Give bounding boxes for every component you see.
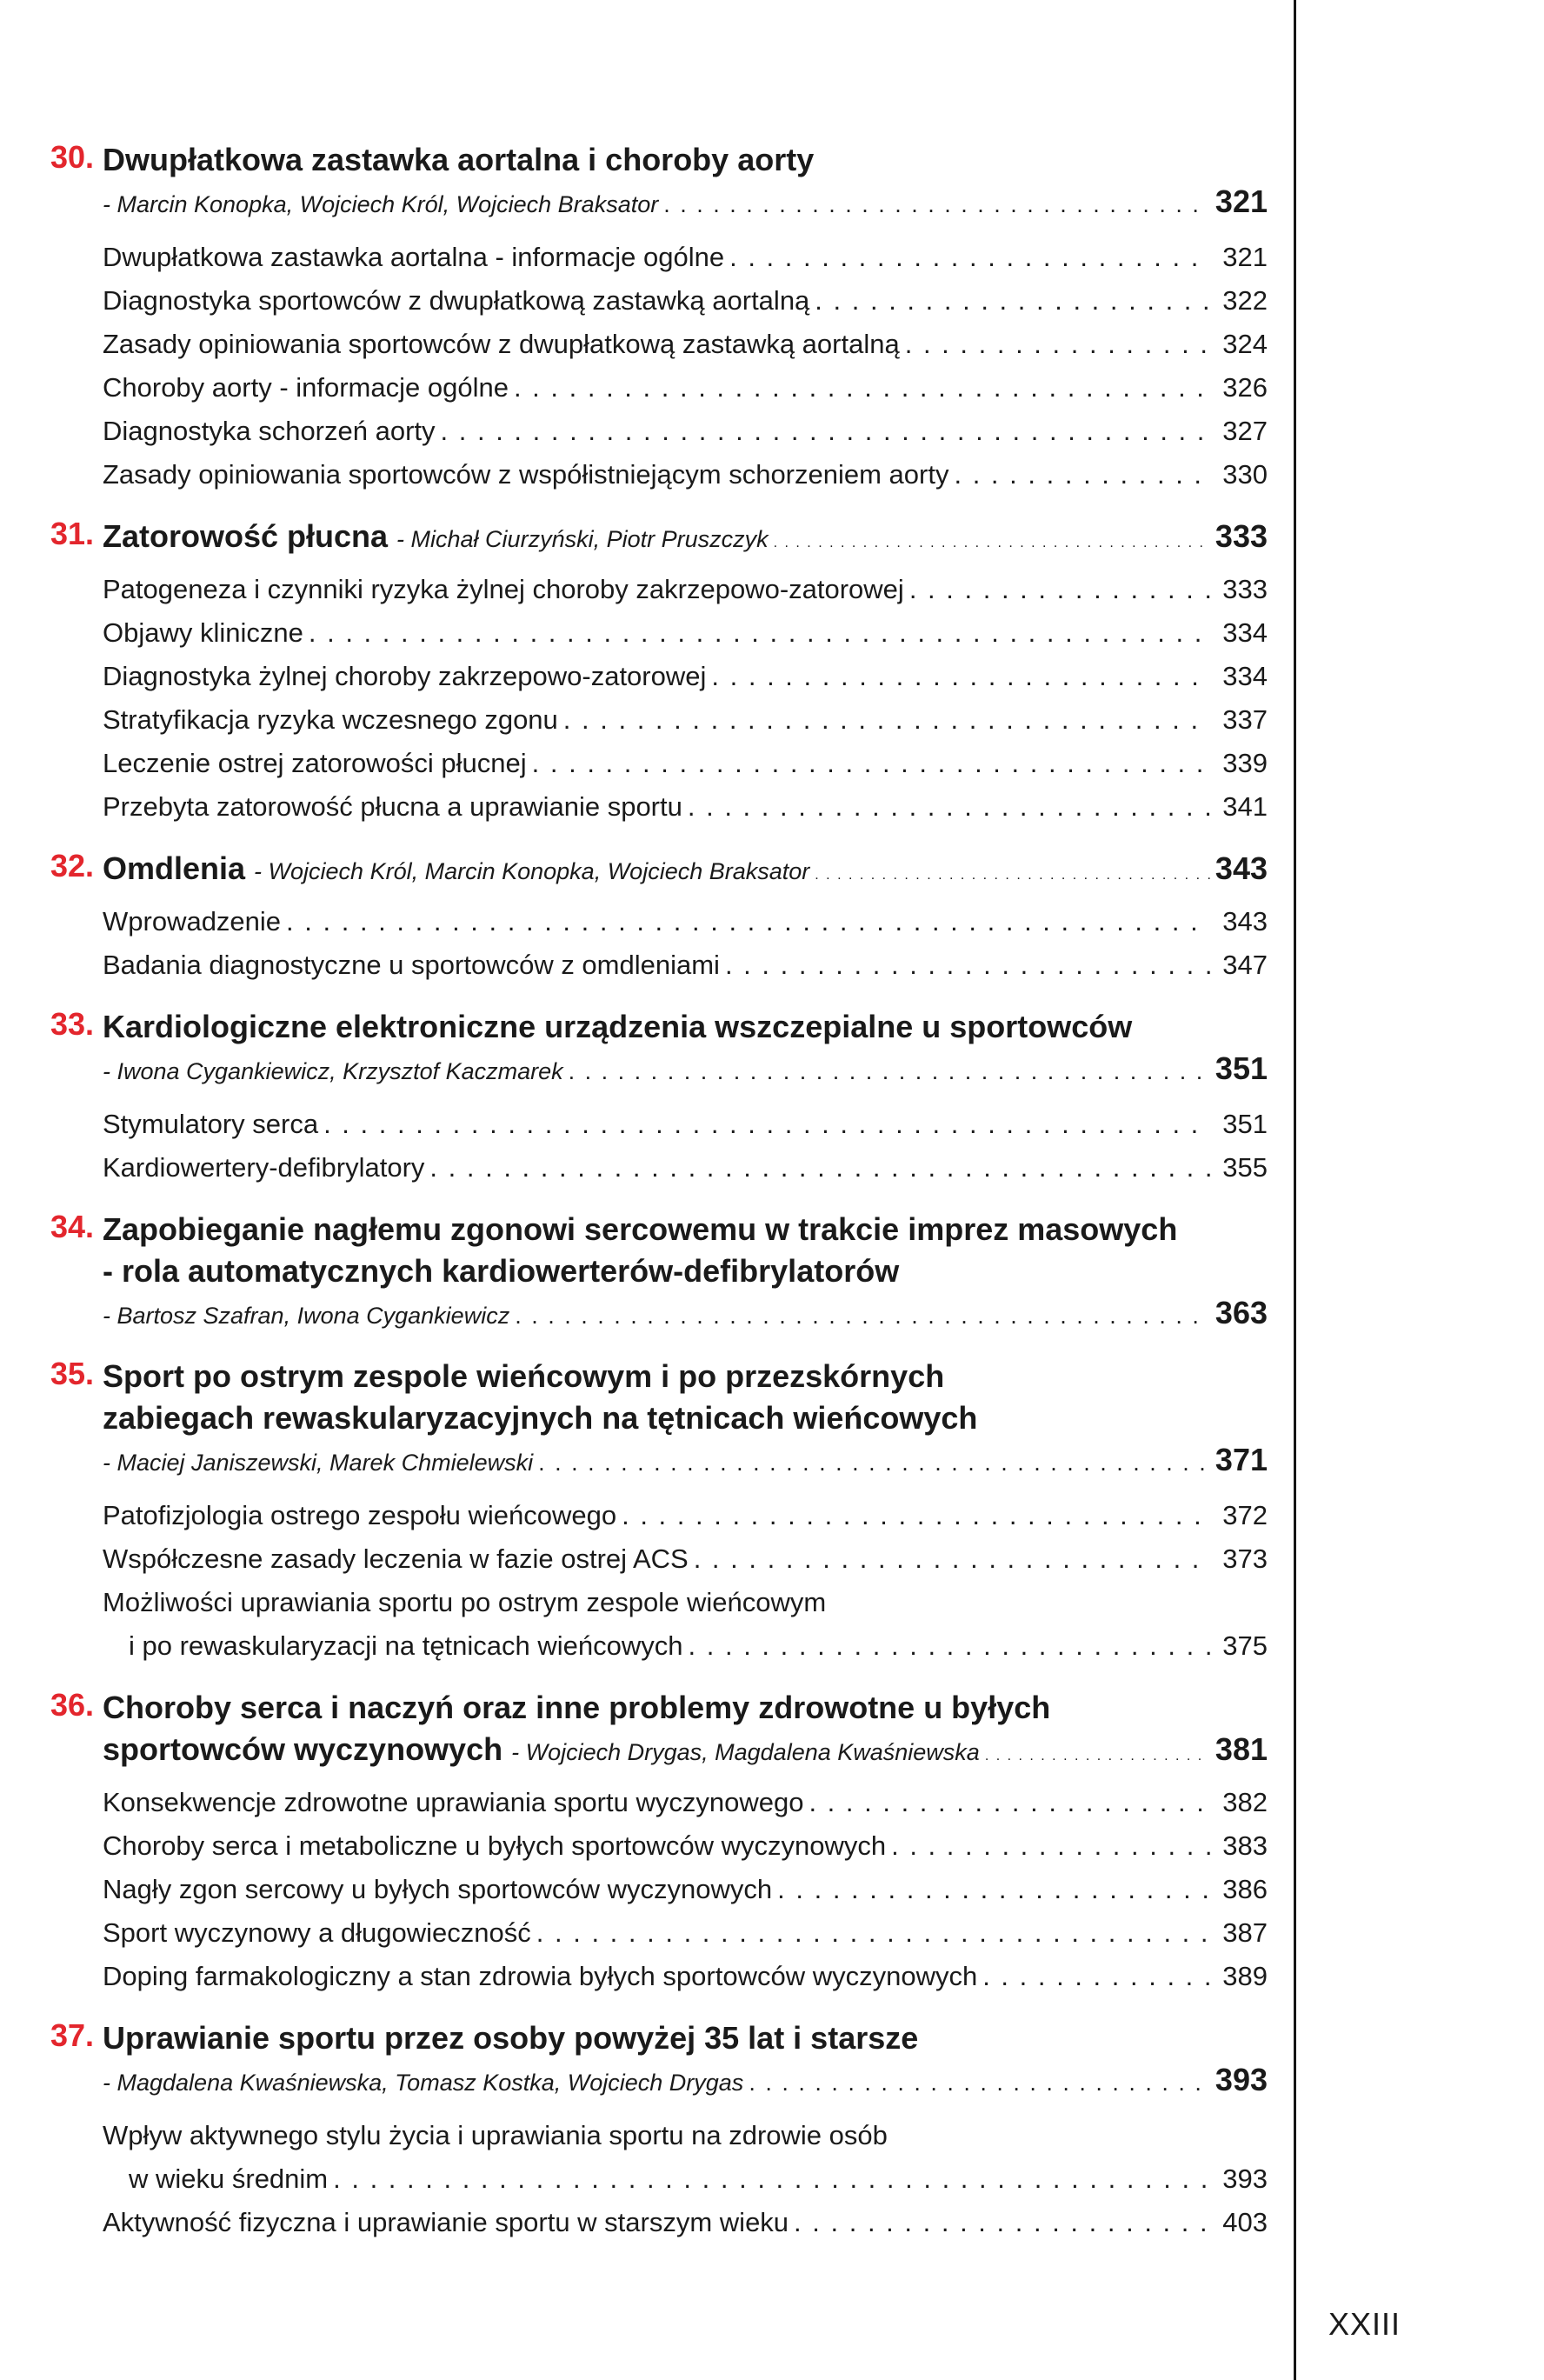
- section-page: 351: [1222, 1109, 1268, 1139]
- chapter-authors: - Magdalena Kwaśniewska, Tomasz Kostka, Wojciech Drygas: [103, 2070, 744, 2096]
- toc-section[interactable]: [103, 1103, 1268, 1146]
- section-line: [103, 323, 1268, 366]
- section-label: Wprowadzenie: [103, 906, 282, 937]
- leader-dots: [815, 279, 1210, 323]
- section-page: 337: [1222, 704, 1268, 735]
- section-line: [103, 1824, 1268, 1868]
- chapter-title-line: [50, 139, 1268, 181]
- section-label: Choroby serca i metaboliczne u byłych sportowców wyczynowych: [103, 1830, 887, 1861]
- chapter-title[interactable]: sportowców wyczynowych: [103, 1731, 503, 1767]
- page-edge-line: [1294, 0, 1296, 2380]
- section-label: Sport wyczynowy a długowieczność: [103, 1917, 531, 1948]
- leader-dots: [694, 1537, 1210, 1581]
- toc-chapter: [50, 516, 1268, 848]
- chapter-authors: - Wojciech Drygas, Magdalena Kwaśniewska: [511, 1739, 980, 1765]
- chapter-author-line: [103, 1048, 1268, 1092]
- leader-dots: [777, 1868, 1210, 1911]
- chapter-title[interactable]: Uprawianie sportu przez osoby powyżej 35 lat i starsze: [103, 2020, 919, 2056]
- chapter-title-line: [50, 1250, 1268, 1292]
- spacer: [50, 1337, 1268, 1356]
- leader-dots: [515, 1295, 1210, 1337]
- toc-section[interactable]: [103, 279, 1268, 323]
- section-line: [103, 943, 1268, 987]
- section-label-line: [103, 1581, 1268, 1624]
- spacer: [50, 2103, 1268, 2114]
- section-line: [103, 279, 1268, 323]
- chapter-authors: - Bartosz Szafran, Iwona Cygankiewicz: [103, 1303, 510, 1329]
- chapter-title[interactable]: Sport po ostrym zespole wieńcowym i po przezskórnych: [103, 1358, 945, 1394]
- leader-dots: [688, 785, 1210, 829]
- section-label: Stratyfikacja ryzyka wczesnego zgonu: [103, 704, 558, 735]
- section-line: [103, 1911, 1268, 1955]
- section-line: [103, 698, 1268, 742]
- spacer: [50, 2244, 1268, 2263]
- section-page: 339: [1222, 748, 1268, 778]
- toc-section[interactable]: [103, 1781, 1268, 1824]
- section-page: 341: [1222, 791, 1268, 822]
- section-page: 387: [1222, 1917, 1268, 1948]
- chapter-page[interactable]: 381: [1215, 1731, 1268, 1767]
- section-page: 382: [1222, 1787, 1268, 1817]
- spacer: [50, 1092, 1268, 1103]
- section-line: [103, 742, 1268, 785]
- toc-section[interactable]: [103, 453, 1268, 497]
- toc-section[interactable]: [103, 611, 1268, 655]
- leader-dots: [323, 1103, 1210, 1146]
- chapter-page[interactable]: 371: [1215, 1442, 1268, 1477]
- section-page: 334: [1222, 617, 1268, 648]
- section-line: [103, 2201, 1268, 2244]
- section-line: [103, 1146, 1268, 1190]
- chapter-author-line: [103, 1292, 1268, 1337]
- leader-dots: [809, 1781, 1210, 1824]
- section-page: 373: [1222, 1543, 1268, 1574]
- chapter-title-line: [50, 1006, 1268, 1048]
- section-label: Aktywność fizyczna i uprawianie sportu w starszym wieku: [103, 2207, 789, 2237]
- section-line: [103, 1537, 1268, 1581]
- section-line: [103, 1868, 1268, 1911]
- section-page: 327: [1222, 416, 1268, 446]
- table-of-contents: [50, 139, 1268, 2263]
- leader-dots: [909, 568, 1210, 611]
- section-page: 386: [1222, 1874, 1268, 1904]
- section-label: Patogeneza i czynniki ryzyka żylnej choroby zakrzepowo-zatorowej: [103, 574, 904, 604]
- toc-section[interactable]: [103, 236, 1268, 279]
- leader-dots: [532, 742, 1210, 785]
- spacer: [50, 1770, 1268, 1781]
- section-label: Diagnostyka żylnej choroby zakrzepowo-zatorowej: [103, 661, 707, 691]
- section-label: Przebyta zatorowość płucna a uprawianie sportu: [103, 791, 682, 822]
- section-label: Zasady opiniowania sportowców z współistniejącym schorzeniem aorty: [103, 459, 949, 490]
- chapter-authors: - Michał Ciurzyński, Piotr Pruszczyk: [396, 526, 769, 552]
- chapter-page[interactable]: 343: [1215, 850, 1268, 886]
- leader-dots: [538, 1442, 1210, 1483]
- section-line: [103, 611, 1268, 655]
- toc-section[interactable]: [103, 1146, 1268, 1190]
- toc-section[interactable]: [103, 1955, 1268, 1998]
- chapter-number: 31.: [50, 516, 95, 551]
- chapter-title-line: [50, 848, 1268, 890]
- leader-dots: [815, 868, 1210, 883]
- chapter-page[interactable]: 393: [1215, 2062, 1268, 2097]
- chapter-number: 36.: [50, 1687, 95, 1723]
- toc-section[interactable]: [103, 1494, 1268, 1537]
- chapter-author-line: [103, 1439, 1268, 1483]
- section-page: 324: [1222, 329, 1268, 359]
- section-label: Badania diagnostyczne u sportowców z omdleniami: [103, 950, 720, 980]
- chapter-author-line: [103, 181, 1268, 225]
- section-line: [103, 1103, 1268, 1146]
- spacer: [50, 225, 1268, 236]
- section-label: Diagnostyka sportowców z dwupłatkową zastawką aortalną: [103, 285, 810, 316]
- section-page: 393: [1222, 2163, 1268, 2194]
- toc-chapter: [50, 1006, 1268, 1209]
- section-label: Konsekwencje zdrowotne uprawiania sportu wyczynowego: [103, 1787, 804, 1817]
- leader-dots: [429, 1146, 1210, 1190]
- toc-section[interactable]: [103, 1824, 1268, 1868]
- leader-dots: [622, 1494, 1210, 1537]
- toc-section[interactable]: [103, 410, 1268, 453]
- leader-dots: [794, 2201, 1210, 2244]
- section-label: Wpływ aktywnego stylu życia i uprawiania sportu na zdrowie osób: [103, 2120, 888, 2150]
- leader-dots: [441, 410, 1210, 453]
- section-line: [103, 1781, 1268, 1824]
- chapter-title[interactable]: zabiegach rewaskularyzacyjnych na tętnicach wieńcowych: [103, 1400, 978, 1436]
- section-label-continuation: i po rewaskularyzacji na tętnicach wieńcowych: [129, 1630, 683, 1661]
- leader-dots: [286, 900, 1210, 943]
- chapter-title-line: [50, 1687, 1268, 1729]
- toc-section[interactable]: [103, 742, 1268, 785]
- toc-section[interactable]: [103, 2201, 1268, 2244]
- toc-section[interactable]: [103, 366, 1268, 410]
- section-label: Objawy kliniczne: [103, 617, 303, 648]
- leader-dots: [536, 1911, 1210, 1955]
- section-line: [103, 568, 1268, 611]
- toc-chapter: [50, 1356, 1268, 1687]
- toc-chapter: [50, 1209, 1268, 1356]
- section-line: [103, 236, 1268, 279]
- toc-section[interactable]: [103, 568, 1268, 611]
- toc-section[interactable]: [103, 1911, 1268, 1955]
- leader-dots: [309, 611, 1210, 655]
- chapter-author-line: [103, 2059, 1268, 2103]
- toc-chapter: [50, 2017, 1268, 2263]
- toc-section[interactable]: [103, 698, 1268, 742]
- section-label: Leczenie ostrej zatorowości płucnej: [103, 748, 527, 778]
- chapter-number: 33.: [50, 1006, 95, 1042]
- section-label: Dwupłatkowa zastawka aortalna - informacje ogólne: [103, 242, 725, 272]
- chapter-page[interactable]: 363: [1215, 1295, 1268, 1330]
- section-label: Nagły zgon sercowy u byłych sportowców wyczynowych: [103, 1874, 773, 1904]
- toc-chapter: [50, 848, 1268, 1006]
- section-line: [103, 655, 1268, 698]
- section-page: 347: [1222, 950, 1268, 980]
- chapter-page[interactable]: 351: [1215, 1050, 1268, 1086]
- spacer: [50, 1668, 1268, 1687]
- section-label: Patofizjologia ostrego zespołu wieńcowego: [103, 1500, 617, 1530]
- section-page: 343: [1222, 906, 1268, 937]
- leader-dots: [954, 453, 1210, 497]
- spacer: [50, 1483, 1268, 1494]
- leader-dots: [725, 943, 1210, 987]
- toc-chapter: [50, 139, 1268, 516]
- leader-dots: [333, 2157, 1210, 2201]
- chapter-title[interactable]: Zatorowość płucna: [103, 518, 389, 554]
- chapter-authors: - Wojciech Król, Marcin Konopka, Wojciech Braksator: [254, 858, 810, 884]
- section-label: Zasady opiniowania sportowców z dwupłatkową zastawką aortalną: [103, 329, 900, 359]
- spacer: [50, 987, 1268, 1006]
- leader-dots: [729, 236, 1210, 279]
- section-page: 372: [1222, 1500, 1268, 1530]
- leader-dots: [711, 655, 1210, 698]
- leader-dots: [663, 183, 1210, 225]
- leader-dots: [514, 366, 1210, 410]
- leader-dots: [985, 1749, 1210, 1764]
- section-label: Kardiowertery-defibrylatory: [103, 1152, 425, 1183]
- chapter-number: 34.: [50, 1209, 95, 1244]
- section-continuation-line: [103, 1624, 1268, 1668]
- toc-section[interactable]: [103, 943, 1268, 987]
- section-page: 326: [1222, 372, 1268, 403]
- toc-section[interactable]: [103, 785, 1268, 829]
- section-page: 389: [1222, 1961, 1268, 1991]
- section-line: [103, 1494, 1268, 1537]
- spacer: [50, 890, 1268, 900]
- section-label: Diagnostyka schorzeń aorty: [103, 416, 436, 446]
- section-page: 355: [1222, 1152, 1268, 1183]
- chapter-title-line: [50, 1209, 1268, 1250]
- chapter-page[interactable]: 333: [1215, 518, 1268, 554]
- section-label-line: [103, 2114, 1268, 2157]
- section-continuation-line: [103, 2157, 1268, 2201]
- leader-dots: [982, 1955, 1210, 1998]
- toc-section[interactable]: [103, 900, 1268, 943]
- section-page: 322: [1222, 285, 1268, 316]
- spacer: [50, 557, 1268, 568]
- chapter-title[interactable]: Choroby serca i naczyń oraz inne problemy zdrowotne u byłych: [103, 1690, 1051, 1725]
- chapter-number: 32.: [50, 848, 95, 883]
- toc-section[interactable]: [103, 1868, 1268, 1911]
- chapter-title[interactable]: - rola automatycznych kardiowerterów-defibrylatorów: [103, 1253, 900, 1289]
- section-label: Współczesne zasady leczenia w fazie ostrej ACS: [103, 1543, 689, 1574]
- spacer: [50, 1190, 1268, 1209]
- section-page: 334: [1222, 661, 1268, 691]
- section-line: [103, 900, 1268, 943]
- chapter-title-line: [50, 516, 1268, 557]
- chapter-authors: - Maciej Janiszewski, Marek Chmielewski: [103, 1450, 534, 1476]
- chapter-title-line: [50, 2017, 1268, 2059]
- chapter-number: 30.: [50, 139, 95, 175]
- toc-chapter: [50, 1687, 1268, 2017]
- leader-dots: [689, 1624, 1210, 1668]
- leader-dots: [563, 698, 1210, 742]
- leader-dots: [774, 536, 1210, 551]
- section-line: [103, 453, 1268, 497]
- toc-section[interactable]: [103, 655, 1268, 698]
- page-folio: XXIII: [1328, 2306, 1401, 2342]
- leader-dots: [891, 1824, 1210, 1868]
- chapter-title[interactable]: Omdlenia: [103, 850, 246, 886]
- chapter-number: 35.: [50, 1356, 95, 1391]
- leader-dots: [905, 323, 1210, 366]
- spacer: [50, 829, 1268, 848]
- section-page: 330: [1222, 459, 1268, 490]
- chapter-authors: - Iwona Cygankiewicz, Krzysztof Kaczmarek: [103, 1058, 563, 1084]
- section-page: 333: [1222, 574, 1268, 604]
- chapter-title[interactable]: Kardiologiczne elektroniczne urządzenia wszczepialne u sportowców: [103, 1009, 1133, 1044]
- section-label-continuation: w wieku średnim: [129, 2163, 329, 2194]
- section-label: Doping farmakologiczny a stan zdrowia byłych sportowców wyczynowych: [103, 1961, 978, 1991]
- section-page: 383: [1222, 1830, 1268, 1861]
- section-page: 321: [1222, 242, 1268, 272]
- spacer: [50, 497, 1268, 516]
- chapter-number: 37.: [50, 2017, 95, 2053]
- section-line: [103, 366, 1268, 410]
- section-line: [103, 1955, 1268, 1998]
- section-label: Stymulatory serca: [103, 1109, 319, 1139]
- chapter-title-line: [50, 1729, 1268, 1770]
- leader-dots: [569, 1050, 1210, 1092]
- section-page: 375: [1222, 1630, 1268, 1661]
- toc-section[interactable]: [103, 1537, 1268, 1581]
- chapter-title[interactable]: Dwupłatkowa zastawka aortalna i choroby aorty: [103, 142, 815, 177]
- chapter-title-line: [50, 1356, 1268, 1397]
- chapter-page[interactable]: 321: [1215, 183, 1268, 219]
- toc-section[interactable]: [103, 2114, 1268, 2201]
- section-page: 403: [1222, 2207, 1268, 2237]
- chapter-title-line: [50, 1397, 1268, 1439]
- toc-section[interactable]: [103, 323, 1268, 366]
- toc-section[interactable]: [103, 1581, 1268, 1668]
- section-label: Możliwości uprawiania sportu po ostrym zespole wieńcowym: [103, 1587, 827, 1617]
- spacer: [50, 1998, 1268, 2017]
- section-line: [103, 785, 1268, 829]
- section-label: Choroby aorty - informacje ogólne: [103, 372, 509, 403]
- chapter-authors: - Marcin Konopka, Wojciech Król, Wojciech Braksator: [103, 191, 659, 217]
- chapter-title[interactable]: Zapobieganie nagłemu zgonowi sercowemu w trakcie imprez masowych: [103, 1211, 1178, 1247]
- section-line: [103, 410, 1268, 453]
- leader-dots: [749, 2062, 1210, 2103]
